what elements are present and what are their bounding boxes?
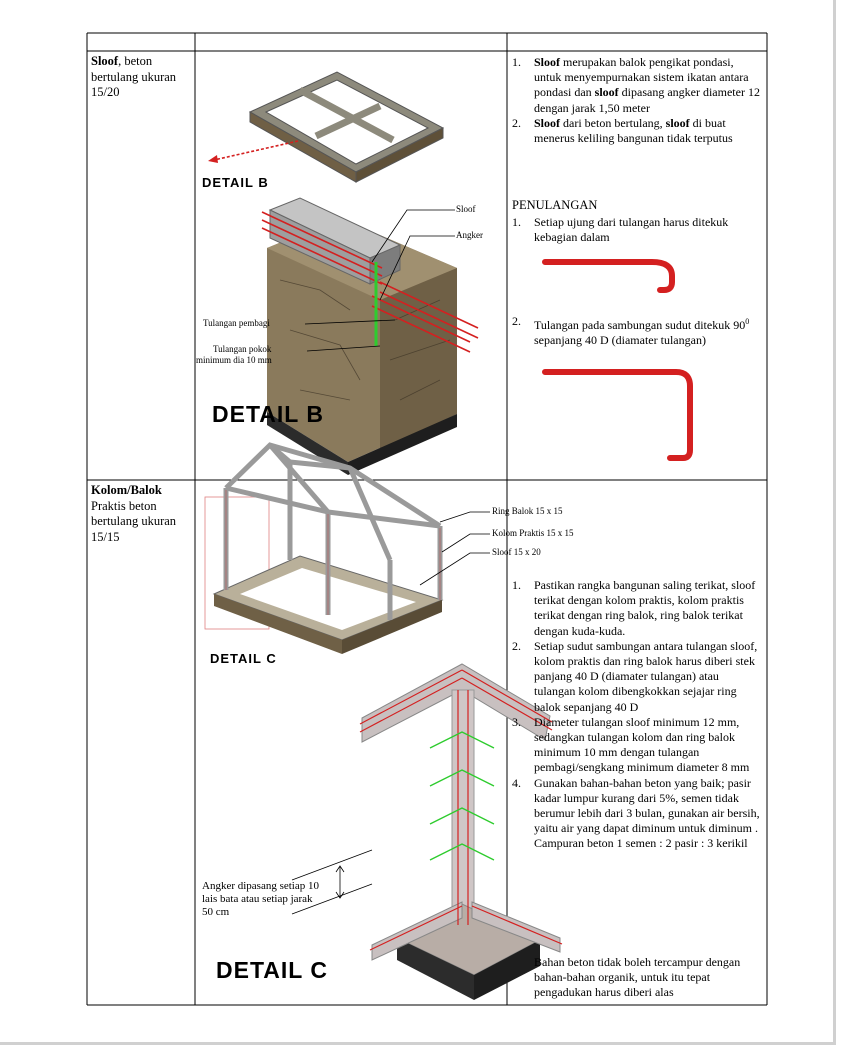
label-tulangan-pokok: Tulangan pokok bbox=[213, 344, 272, 354]
row2-note-3: 3. Diameter tulangan sloof minimum 12 mm, sedangkan tulangan kolom dan ring balok minimum 10 mm dengan tulangan pembagi/sengkang minimum diameter 8 mm bbox=[512, 714, 750, 775]
penulangan-note-2: 2. Tulangan pada sambungan sudut ditekuk $90^0$ sepanjang 40 D (diamater tulangan) bbox=[512, 314, 750, 348]
label-kolom-praktis: Kolom Praktis 15 x 15 bbox=[492, 528, 574, 538]
row2-note-2: 2. Setiap sudut sambungan antara tulangan sloof, kolom praktis dan ring balok harus diberi stek panjang 40 D (diamater tulangan) atau tulangan kolom dibengkokkan sejajar ring balok sepanjang 40 D bbox=[512, 638, 758, 714]
label-sloof-15x20: Sloof 15 x 20 bbox=[492, 547, 541, 557]
label-angker: Angker bbox=[456, 230, 483, 240]
detail-b-small-label: DETAIL B bbox=[202, 175, 269, 190]
row2-item-name: Kolom/Balok Praktis beton bertulang ukuran 15/15 bbox=[91, 483, 177, 544]
row2-notes bbox=[512, 578, 762, 852]
label-ring-balok: Ring Balok 15 x 15 bbox=[492, 506, 563, 516]
label-tulangan-pokok-min: minimum dia 10 mm bbox=[196, 355, 272, 365]
angker-note: Angker dipasang setiap 10 lais bata atau setiap jarak 50 cm bbox=[202, 880, 319, 918]
row2-note-1: 1. Pastikan rangka bangunan saling terikat, sloof terikat dengan kolom praktis, kolom praktis terikat dengan ring balok, ring balok terikat dengan kuda-kuda. bbox=[512, 578, 756, 638]
row2-note-4: 4. Gunakan bahan-bahan beton yang baik; pasir kadar lumpur kurang dari 5%, semen tidak berumur lebih dari 3 bulan, gunakan air bersih, yaitu air yang dapat diminum untuk diminum . Campuran beton 1 semen : 2 pasir : 3 kerikil bbox=[512, 775, 760, 851]
penulangan-title: PENULANGAN bbox=[512, 198, 598, 212]
penulangan-note-1: 1. Setiap ujung dari tulangan harus ditekuk kebagian dalam bbox=[512, 215, 729, 245]
row2-extra-note: Bahan beton tidak boleh tercampur dengan bahan-bahan organik, untuk itu tepat pengadukan harus diberi alas bbox=[534, 955, 741, 1000]
detail-c-small-label: DETAIL C bbox=[210, 651, 277, 666]
row1-note-2: 2. Sloof dari beton bertulang, sloof di buat menerus keliling bangunan tidak terputus bbox=[512, 115, 733, 146]
detail-b-big-label: DETAIL B bbox=[212, 401, 324, 427]
row1-item-name: Sloof, beton bertulang ukuran 15/20 bbox=[91, 54, 177, 99]
label-sloof: Sloof bbox=[456, 204, 476, 214]
row1-note-1: 1. Sloof merupakan balok pengikat pondasi, untuk menyempurnakan sistem ikatan antara pondasi dan sloof dipasang angker diameter 12 dengan jarak 1,50 meter bbox=[512, 55, 760, 115]
detail-c-big-label: DETAIL C bbox=[216, 957, 328, 983]
label-tulangan-pembagi: Tulangan pembagi bbox=[203, 318, 270, 328]
